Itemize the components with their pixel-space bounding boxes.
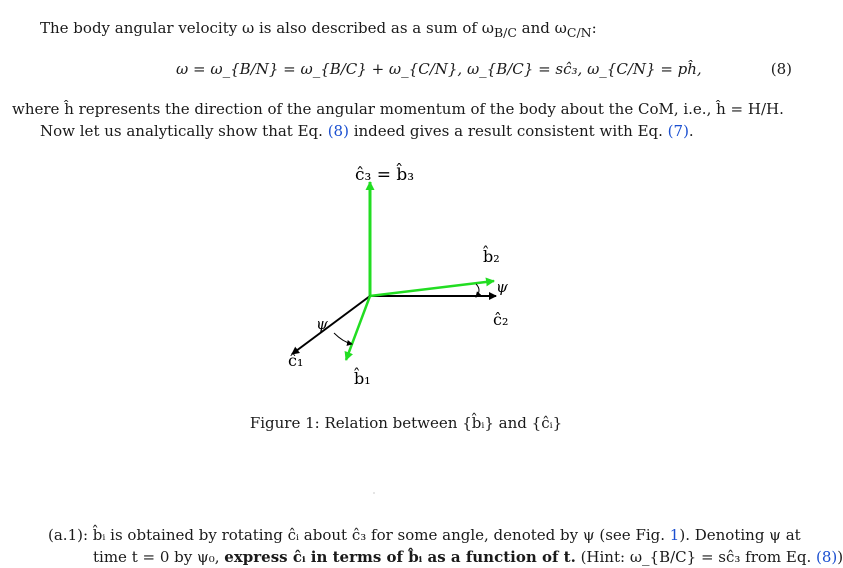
question-text-2a: time t = 0 by ψ₀,: [93, 548, 225, 566]
question-label: (a.1):: [48, 526, 93, 544]
question-bold-instruction: express ĉᵢ in terms of b̂ᵢ as a function of t.: [224, 548, 576, 566]
label-b2: b̂₂: [483, 247, 500, 266]
equation-8: [0, 60, 812, 82]
intro-paragraph: [40, 18, 597, 43]
equation-body: [176, 60, 702, 78]
label-psi-right: ψ: [496, 278, 508, 296]
intro-text: The body angular velocity ω is also described as a sum of ω: [40, 19, 494, 37]
label-c3-b3: ĉ₃ = b̂₃: [355, 165, 415, 185]
now-text-a: Now let us analytically show that Eq.: [40, 122, 328, 140]
figure-caption: Figure 1: Relation between {b̂ᵢ} and {ĉᵢ}: [249, 414, 563, 432]
label-c1: ĉ₁: [288, 351, 304, 370]
now-paragraph: [40, 121, 694, 141]
now-text-c: .: [688, 122, 694, 140]
question-text-2b: (Hint: ω_{B/C} = sĉ₃ from Eq.: [575, 548, 817, 566]
label-psi-left: ψ: [316, 315, 328, 333]
fig-1-link[interactable]: 1: [669, 526, 680, 544]
intro-colon: :: [591, 19, 597, 37]
figure-1: [270, 160, 530, 395]
now-text-b: indeed gives a result consistent with Eq.: [348, 122, 668, 140]
question-line-2: [48, 546, 843, 568]
intro-and: and ω: [516, 19, 567, 37]
question-text-1b: ). Denoting ψ at: [679, 526, 801, 544]
label-b1: b̂₁: [354, 369, 371, 388]
intro-subscript-cn: C/N: [566, 25, 592, 40]
eq-7-link[interactable]: (7): [667, 122, 689, 140]
question-text-2c: ): [837, 548, 843, 566]
question-a1: [48, 524, 843, 568]
question-line-1: [48, 524, 843, 546]
frame-diagram: [270, 160, 530, 395]
equation-number: (8): [770, 60, 792, 78]
hint-eq-8-link[interactable]: (8): [816, 548, 838, 566]
b2-axis: [370, 281, 494, 296]
where-paragraph: where ĥ represents the direction of the angular momentum of the body about the CoM, i.e., ĥ = H/H.: [12, 100, 784, 118]
intro-subscript-bc: B/C: [493, 25, 517, 40]
artifact-dot: [373, 492, 375, 494]
equation-text: ω = ω_{B/N} = ω_{B/C} + ω_{C/N}, ω_{B/C} = sĉ₃, ω_{C/N} = pĥ,: [176, 60, 702, 78]
label-c2: ĉ₂: [493, 310, 509, 329]
psi-arc-left: [334, 333, 352, 344]
eq-8-link[interactable]: (8): [327, 122, 349, 140]
question-text-1a: b̂ᵢ is obtained by rotating ĉᵢ about ĉ₃ for some angle, denoted by ψ (see Fig.: [92, 526, 670, 544]
